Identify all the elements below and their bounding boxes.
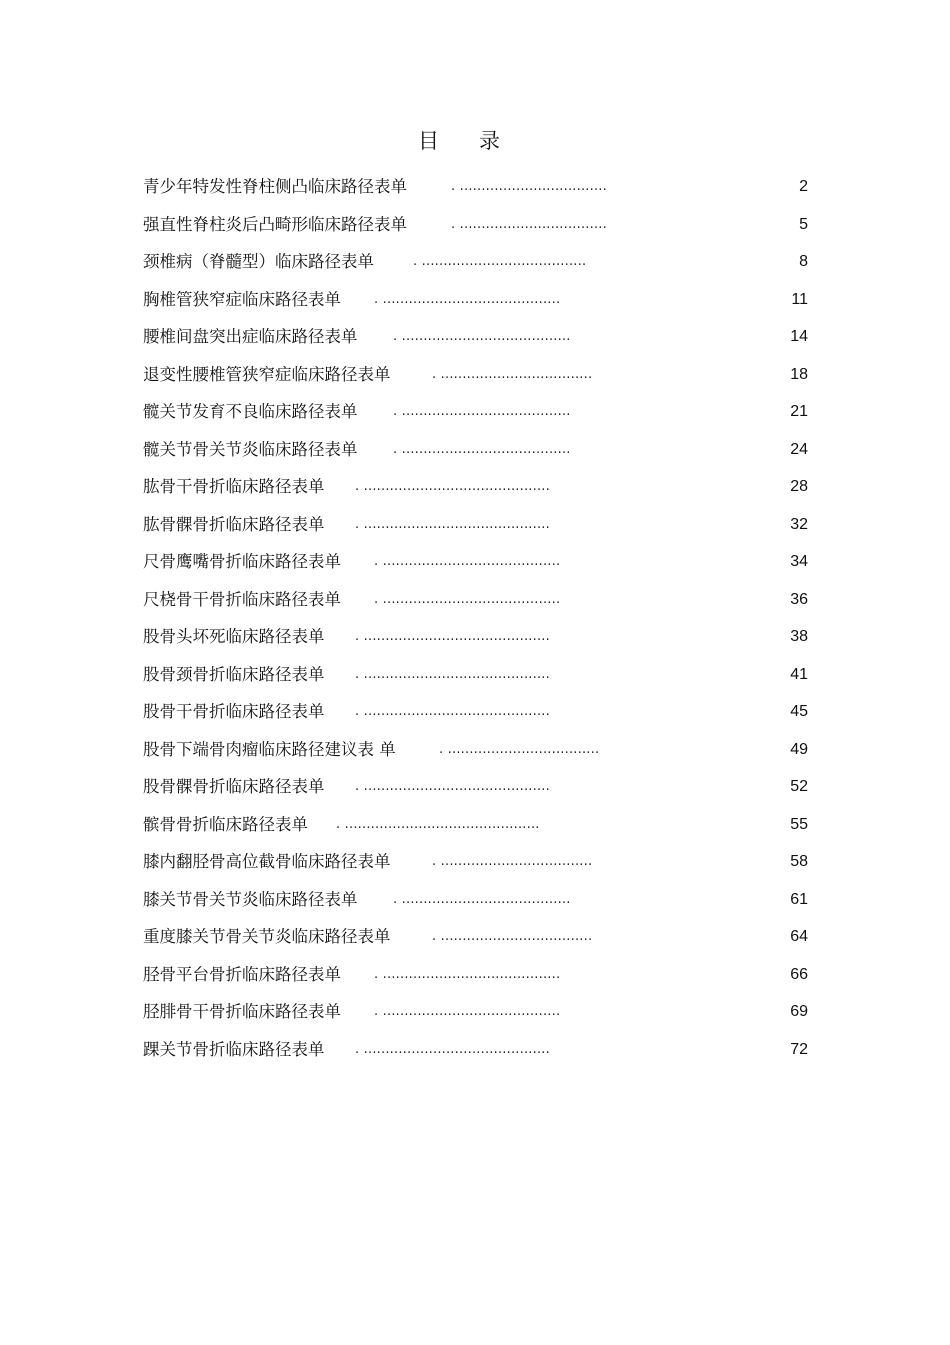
toc-entry-title: 颈椎病（脊髓型）临床路径表单 — [143, 252, 374, 271]
toc-entry[interactable] — [143, 393, 808, 431]
toc-entry-title: 胫腓骨干骨折临床路径表单 — [143, 1002, 341, 1021]
toc-leader-dots: . ........................................... — [355, 666, 550, 682]
toc-entry-title: 重度膝关节骨关节炎临床路径表单 — [143, 927, 391, 946]
toc-entry[interactable] — [143, 431, 808, 469]
toc-leader-dots: . ....................................... — [393, 329, 571, 344]
toc-leader-dots: . .................................. — [451, 216, 607, 232]
toc-page-number: 11 — [791, 290, 808, 308]
toc-entry[interactable] — [143, 281, 808, 319]
toc-entry[interactable] — [143, 843, 808, 881]
page-title: 目 录 — [417, 129, 501, 153]
toc-entry[interactable] — [143, 318, 808, 356]
toc-entry-title: 膝关节骨关节炎临床路径表单 — [143, 889, 358, 909]
table-of-contents — [143, 168, 808, 1068]
toc-page-number: 32 — [790, 515, 808, 533]
toc-entry[interactable] — [143, 993, 808, 1031]
toc-page-number: 55 — [790, 815, 808, 833]
toc-page-number: 14 — [790, 328, 808, 345]
toc-leader-dots: . ................................... — [432, 366, 593, 382]
toc-leader-dots: . ......................................... — [374, 591, 561, 607]
toc-leader-dots: . ........................................... — [355, 779, 550, 794]
toc-entry-title: 肱骨髁骨折临床路径表单 — [143, 514, 325, 534]
toc-page-number: 49 — [790, 740, 808, 758]
toc-page-number: 72 — [790, 1040, 808, 1058]
toc-page-number: 52 — [790, 778, 808, 795]
toc-entry-title: 胸椎管狭窄症临床路径表单 — [143, 289, 341, 309]
toc-page-number: 45 — [790, 703, 808, 720]
toc-page-number: 2 — [799, 178, 808, 195]
toc-entry[interactable] — [143, 918, 808, 956]
toc-leader-dots: . .................................. — [451, 179, 607, 194]
toc-entry-title: 强直性脊柱炎后凸畸形临床路径表单 — [143, 214, 407, 234]
toc-leader-dots: . ......................................... — [374, 966, 561, 982]
toc-entry[interactable] — [143, 881, 808, 919]
toc-entry[interactable] — [143, 468, 808, 506]
toc-entry[interactable] — [143, 168, 808, 206]
toc-entry-title: 青少年特发性脊柱侧凸临床路径表单 — [143, 177, 407, 196]
toc-page-number: 61 — [790, 890, 808, 908]
toc-entry[interactable] — [143, 581, 808, 619]
toc-page-number: 58 — [790, 853, 808, 870]
toc-entry[interactable] — [143, 806, 808, 844]
toc-entry-title: 膝内翻胫骨高位截骨临床路径表单 — [143, 852, 391, 871]
toc-entry[interactable] — [143, 206, 808, 244]
toc-entry[interactable] — [143, 956, 808, 994]
toc-page-number: 41 — [790, 665, 808, 683]
toc-leader-dots: . ................................... — [432, 929, 593, 944]
toc-entry[interactable] — [143, 1031, 808, 1069]
toc-entry[interactable] — [143, 506, 808, 544]
toc-leader-dots: . ........................................... — [355, 704, 550, 719]
toc-entry[interactable] — [143, 618, 808, 656]
toc-leader-dots: . ........................................... — [355, 479, 550, 494]
toc-page-number: 21 — [790, 403, 808, 420]
toc-entry-title: 髋关节发育不良临床路径表单 — [143, 402, 358, 421]
toc-leader-dots: . ....................................... — [393, 441, 571, 457]
toc-leader-dots: . ........................................... — [355, 1041, 550, 1057]
toc-leader-dots: . ...................................... — [413, 254, 587, 269]
toc-page-number: 28 — [790, 478, 808, 495]
toc-entry-title: 股骨干骨折临床路径表单 — [143, 702, 325, 721]
toc-entry[interactable] — [143, 693, 808, 731]
toc-page-number: 34 — [790, 553, 808, 570]
toc-page-number: 5 — [799, 215, 808, 233]
toc-entry-title: 肱骨干骨折临床路径表单 — [143, 477, 325, 496]
toc-page-number: 66 — [790, 965, 808, 983]
toc-leader-dots: . ......................................... — [374, 291, 561, 307]
toc-entry[interactable] — [143, 656, 808, 694]
toc-entry-title: 髌骨骨折临床路径表单 — [143, 814, 308, 834]
toc-leader-dots: . ....................................... — [393, 891, 571, 907]
toc-leader-dots: . ............................................. — [336, 816, 540, 832]
toc-entry[interactable] — [143, 768, 808, 806]
toc-entry-title: 尺骨鹰嘴骨折临床路径表单 — [143, 552, 341, 571]
toc-leader-dots: . ........................................... — [355, 629, 550, 644]
toc-page-number: 69 — [790, 1003, 808, 1020]
toc-page-number: 18 — [790, 365, 808, 383]
toc-page-number: 8 — [799, 253, 808, 270]
toc-entry-title: 胫骨平台骨折临床路径表单 — [143, 964, 341, 984]
toc-page-number: 38 — [790, 628, 808, 645]
toc-entry-title: 股骨髁骨折临床路径表单 — [143, 777, 325, 796]
toc-entry-title: 腰椎间盘突出症临床路径表单 — [143, 327, 358, 346]
toc-entry[interactable] — [143, 243, 808, 281]
toc-leader-dots: . ........................................... — [355, 516, 550, 532]
toc-page-number: 36 — [790, 590, 808, 608]
toc-leader-dots: . ................................... — [432, 854, 593, 869]
toc-entry[interactable] — [143, 543, 808, 581]
toc-entry-title: 尺桡骨干骨折临床路径表单 — [143, 589, 341, 609]
toc-entry-title: 股骨下端骨肉瘤临床路径建议表 单 — [143, 739, 396, 759]
toc-entry[interactable] — [143, 731, 808, 769]
toc-leader-dots: . ......................................... — [374, 554, 561, 569]
toc-entry-title: 股骨头坏死临床路径表单 — [143, 627, 325, 646]
toc-entry-title: 髋关节骨关节炎临床路径表单 — [143, 439, 358, 459]
toc-page-number: 64 — [790, 928, 808, 945]
toc-entry-title: 退变性腰椎管狭窄症临床路径表单 — [143, 364, 391, 384]
toc-leader-dots: . ....................................... — [393, 404, 571, 419]
toc-entry-title: 踝关节骨折临床路径表单 — [143, 1039, 325, 1059]
toc-leader-dots: . ......................................... — [374, 1004, 561, 1019]
toc-entry-title: 股骨颈骨折临床路径表单 — [143, 664, 325, 684]
toc-entry[interactable] — [143, 356, 808, 394]
toc-page-number: 24 — [790, 440, 808, 458]
toc-leader-dots: . ................................... — [439, 741, 600, 757]
